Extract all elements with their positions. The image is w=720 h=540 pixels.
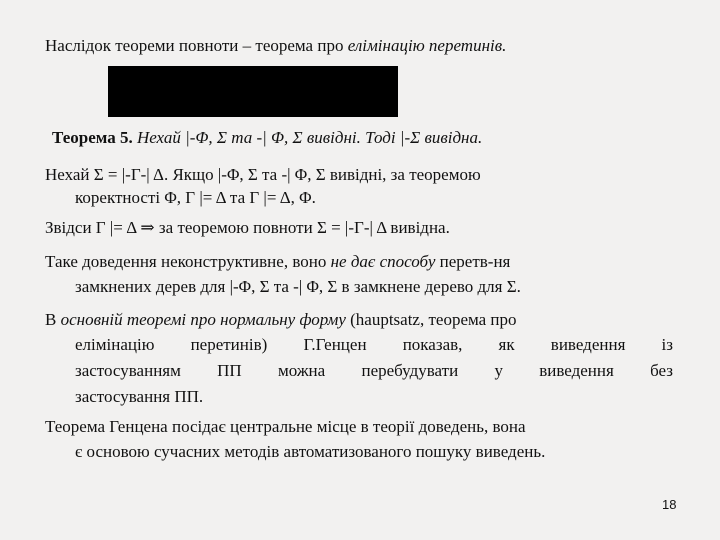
paragraph-line: елімінацію перетинів) Г.Генцен показав, як виведення із [75,335,673,354]
paragraph-line: Нехай Σ = |-Γ-| Δ. Якщо |-Φ, Σ та -| Φ, Σ вивідні, за теоремою [45,165,481,184]
paragraph-line: застосування ПП. [75,387,204,406]
theorem-statement: Теорема 5. Нехай |-Φ, Σ та -| Φ, Σ вивідні. Тоді |-Σ вивідна. [52,128,483,147]
paragraph-line: замкнених дерев для |-Φ, Σ та -| Φ, Σ в замкнене дерево для Σ. [75,277,521,296]
page-number: 18 [662,497,677,512]
redacted-box [108,66,398,117]
paragraph-line: Таке доведення неконструктивне, воно не дає способу перетв-ня [45,252,511,271]
slide-heading: Наслідок теореми повноти – теорема про елімінацію перетинів. [45,36,507,55]
paragraph-line: Теорема Генцена посідає центральне місце в теорії доведень, вона [45,417,526,436]
paragraph-line: коректності Φ, Γ |= Δ та Γ |= Δ, Φ. [75,188,316,207]
paragraph-line: є основою сучасних методів автоматизованого пошуку виведень. [75,442,546,461]
paragraph-line: В основній теоремі про нормальну форму (hauptsatz, теорема про [45,310,517,329]
paragraph-line: Звідси Γ |= Δ ⇒ за теоремою повноти Σ = |-Γ-| Δ вивідна. [45,218,450,237]
paragraph-line: застосуванням ПП можна перебудувати у виведення без [75,361,673,380]
